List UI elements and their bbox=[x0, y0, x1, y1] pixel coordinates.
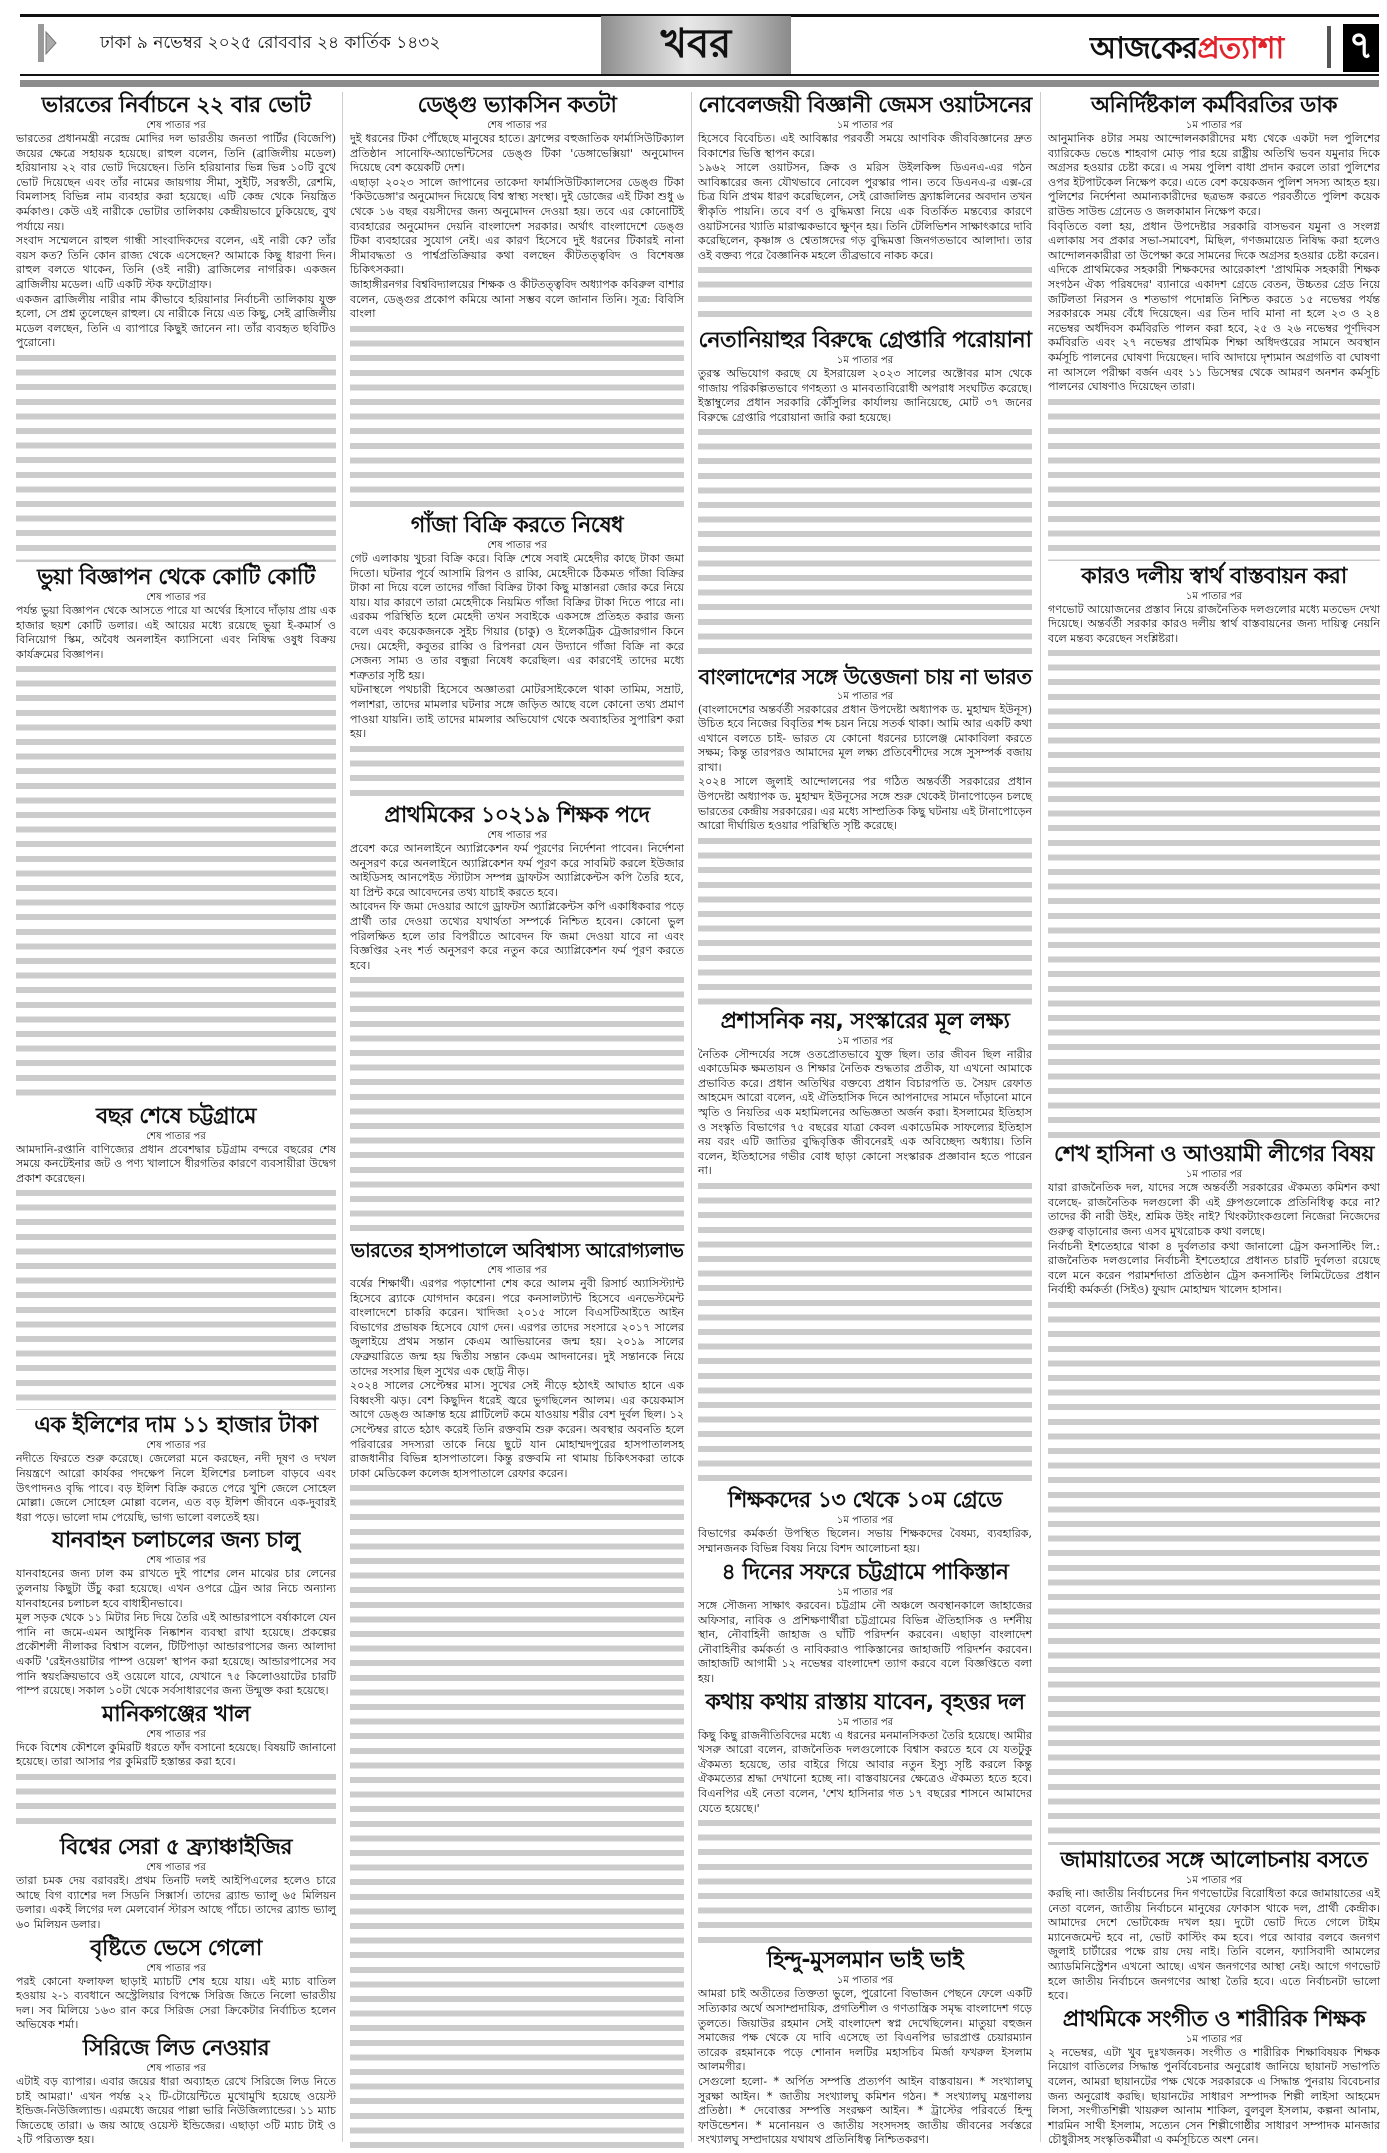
article-paragraph: একজন ব্রাজিলীয় নারীর নাম কীভাবে হরিয়ানার নির্বাচনী তালিকায় যুক্ত হলো, সে প্রশ্ন তুলেছেন রাহুল। যে নারীকে নিয়ে এত কিছু, সেই ব্রাজিলীয় মডেল বলছেন, তিনি এ ব্যাপারে কিছুই জানেন না। তাঁর ব্যবহৃত ছবিটিও পুরোনো। bbox=[16, 292, 336, 350]
continued-from-label: ১ম পাতার পর bbox=[1185, 590, 1243, 602]
news-article bbox=[698, 1485, 1032, 1557]
news-article bbox=[698, 1006, 1032, 1485]
article-headline[interactable]: অনির্দিষ্টকাল কর্মবিরতির ডাক bbox=[1090, 93, 1338, 118]
news-article bbox=[698, 1557, 1032, 1687]
article-headline[interactable]: ভারতের নির্বাচনে ২২ বার ভোট bbox=[41, 93, 311, 118]
continued-from-label: ১ম পাতার পর bbox=[1185, 1169, 1243, 1181]
news-article bbox=[698, 1687, 1032, 1946]
article-headline[interactable]: প্রাথমিকে সংগীত ও শারীরিক শিক্ষক bbox=[1062, 2006, 1366, 2032]
section-title: খবর bbox=[601, 16, 791, 74]
news-article bbox=[698, 661, 1032, 1006]
news-article bbox=[1048, 1845, 1380, 2004]
article-headline[interactable]: নোবেলজয়ী বিজ্ঞানী জেমস ওয়াটসনের bbox=[698, 93, 1032, 118]
news-column bbox=[16, 90, 336, 2148]
article-headline[interactable]: নেতানিয়াহুর বিরুদ্ধে গ্রেপ্তারি পরোয়ানা bbox=[698, 327, 1032, 353]
article-paragraph: এছাড়া ২০২৩ সালে জাপানের তাকেদা ফার্মাসিউটিক্যালসের ডেঙ্গু টিকা 'কিউডেঙ্গা'র অনুমোদন দিয়েছে বিশ্ব স্বাস্থ্য সংস্থা। দুই ডোজের এই টিকা শুধু ৬ থেকে ১৬ বছর বয়সীদের জন্য অনুমোদন দেওয়া হয়। তবে এর কোনোটিই ব্যবহারের অনুমোদন দেয়নি বাংলাদেশ সরকার। অর্থাৎ বাংলাদেশে ডেঙ্গু টিকা ব্যবহারের সুযোগ নেই। এর কারণ হিসেবে দুই ধরনের টিকারই নানা সীমাবদ্ধতা ও পার্শ্বপ্রতিক্রিয়ার কথা বলছেন কীটতত্ত্ববিদ ও বিশেষজ্ঞ চিকিৎসকরা। bbox=[350, 175, 684, 277]
article-paragraph: সংবাদ সম্মেলনে রাহুল গান্ধী সাংবাদিকদের বলেন, এই নারী কে? তাঁর বয়স কত? তিনি কোন রাজ্য থেকে এসেছেন? আমাকে কিছু ধারণা দিন। রাহুল বলতে থাকেন, তিনি (ওই নারী) ব্রাজিলের নাগরিক। একজন ব্রাজিলীয় মডেল। এটি একটি স্টক ফটোগ্রাফ। bbox=[16, 234, 336, 291]
article-headline[interactable]: শেখ হাসিনা ও আওয়ামী লীগের বিষয় bbox=[1053, 1142, 1375, 1168]
news-article bbox=[16, 1933, 336, 2033]
continued-from-label: শেষ পাতার পর bbox=[146, 120, 206, 131]
body-text-texture bbox=[16, 1186, 336, 1410]
body-text-texture bbox=[698, 834, 1032, 1006]
article-headline[interactable]: প্রশাসনিক নয়, সংস্কারের মূল লক্ষ্য bbox=[720, 1008, 1010, 1034]
continued-from-label: শেষ পাতার পর bbox=[146, 591, 206, 603]
article-paragraph: আমদানি-রপ্তানি বাণিজ্যের প্রধান প্রবেশদ্বার চট্টগ্রাম বন্দরে বছরের শেষ সময়ে কনটেইনার জট ও পণ্য খালাসে ধীরগতির কারণে ব্যবসায়ীরা উদ্বেগ প্রকাশ করেছেন। bbox=[16, 1142, 336, 1185]
continued-from-label: শেষ পাতার পর bbox=[487, 540, 547, 551]
news-article bbox=[16, 90, 336, 562]
page-number-separator bbox=[1327, 26, 1331, 68]
article-paragraph: এদিকে প্রাথমিকের সহকারী শিক্ষকদের আরেকাংশ 'প্রাথমিক সহকারী শিক্ষক সংগঠন ঐক্য পরিষদের' ব্যানারে একাদশ গ্রেডে বেতন, উচ্চতর গ্রেড নিয়ে জটিলতা নিরসন ও শতভাগ পদোন্নতি নিশ্চিত করতে ১৫ নভেম্বর পর্যন্ত সরকারকে সময় বেঁধে দিয়েছেন। এর তিন দাবি মানা না হলে ২৩ ও ২৪ নভেম্বর অর্ধদিবস কর্মবিরতি পালন করা হবে, ২৫ ও ২৬ নভেম্বর পূর্ণদিবস কর্মবিরতি এবং ২৭ নভেম্বর প্রাথমিক শিক্ষা অধিদপ্তরের সামনে অবস্থান কর্মসূচি পালনের ঘোষণা দিয়েছেন। দাবি আদায়ে দৃশ্যমান অগ্রগতি বা ঘোষণা না আসলে পরীক্ষা বর্জন এবং ১১ ডিসেম্বর থেকে আমরণ অনশন কর্মসূচি পালনের ঘোষণাও দিয়েছেন তারা। bbox=[1048, 263, 1380, 394]
article-paragraph: দুই ধরনের টিকা পৌঁছেছে মানুষের হাতে। ফ্রান্সের বহুজাতিক ফার্মাসিউটিক্যাল প্রতিষ্ঠান সানোফি-অ্যাভেন্টিসের ডেঙ্গু টিকা 'ডেঙ্গাভেক্সিয়া' অনুমোদন দিয়েছে বেশ কয়েকটি দেশ। bbox=[350, 132, 684, 175]
masthead bbox=[0, 0, 1387, 90]
article-headline[interactable]: বাংলাদেশের সঙ্গে উত্তেজনা চায় না ভারত bbox=[698, 664, 1032, 689]
article-paragraph: (বাংলাদেশের অন্তর্বর্তী সরকারের প্রধান উপদেষ্টা অধ্যাপক ড. মুহাম্মদ ইউনূস) উচিত হবে নিজের বিবৃতির শব্দ চয়ন নিয়ে সতর্ক থাকা। আমি আর একটি কথা এখানে বলতে চাই- ভারত যে কোনো ধরনের চ্যালেঞ্জ মোকাবিলা করতে সক্ষম; কিন্তু তারপরও আমাদের মূল লক্ষ্য প্রতিবেশীদের সঙ্গে সুসম্পর্ক বজায় রাখা। bbox=[698, 702, 1032, 774]
article-paragraph: ১৯৬২ সালে ওয়াটসন, ক্রিক ও মরিস উইলকিন্স ডিএনএ-এর গঠন আবিষ্কারের জন্য যৌথভাবে নোবেল পুরস্কার পান। তবে ডিএনএ-র এক্স-রে চিত্র যিনি প্রথম ধারণ করেছিলেন, সেই রোজালিন্ড ফ্র্যাঙ্কলিনের অবদান তখন স্বীকৃতি পায়নি। তবে বর্ণ ও বুদ্ধিমত্তা নিয়ে এক বিতর্কিত মন্তব্যের কারণে ওয়াটসনের খ্যাতি মারাত্মকভাবে ক্ষুণ্ন হয়। তিনি টেলিভিশন সাক্ষাৎকারে দাবি করেছিলেন, কৃষ্ণাঙ্গ ও শ্বেতাঙ্গদের গড় বুদ্ধিমত্তা জিনগতভাবে আলাদা। তার ওই বক্তব্য পরে বৈজ্ঞানিক মহলে তীব্রভাবে নাকচ করে। bbox=[698, 161, 1032, 262]
body-text-texture bbox=[1048, 646, 1380, 1139]
arrow-right-icon bbox=[38, 24, 58, 62]
news-column bbox=[1048, 90, 1380, 2148]
continued-from-label: ১ম পাতার পর bbox=[836, 120, 894, 131]
article-headline[interactable]: ডেঙ্গু ভ্যাকসিন কতটা bbox=[417, 93, 617, 118]
article-paragraph: মূল সড়ক থেকে ১১ মিটার নিচ দিয়ে তৈরি এই আন্ডারপাসে বর্ষাকালে যেন পানি না জমে-এমন আধুনিক নিষ্কাশন ব্যবস্থা রাখা হয়েছে। প্রকল্পের প্রকৌশলী নীলাকর বিশ্বাস বলেন, টিটিপাড়া আন্ডারপাসের জন্য আলাদা একটি 'রেইনওয়াটার পাম্প ওয়েল' স্থাপন করা হয়েছে। আন্ডারপাসের সব পানি স্বয়ংক্রিয়ভাবে ওই ওয়েলে যাবে, যেখানে ৭৫ কিলোওয়াটের চারটি পাম্প রয়েছে। সকাল ১০টা থেকে সর্বসাধারণের জন্য উন্মুক্ত করা হয়েছে। bbox=[16, 1611, 336, 1698]
continued-from-label: ১ম পাতার পর bbox=[836, 1587, 894, 1599]
column-divider bbox=[1040, 92, 1041, 2142]
article-headline[interactable]: গাঁজা বিক্রি করতে নিষেধ bbox=[410, 513, 624, 538]
article-headline[interactable]: কারও দলীয় স্বার্থ বাস্তবায়ন করা bbox=[1081, 563, 1347, 589]
article-headline[interactable]: বিশ্বের সেরা ৫ ফ্র্যাঞ্চাইজির bbox=[60, 1835, 292, 1861]
page-number: ৭ bbox=[1343, 24, 1379, 72]
article-paragraph: তারা চমক দেয় বরাবরই। প্রথম তিনটি দলই আইপিএলের হলেও চারে আছে বিগ ব্যাশের দল সিডনি সিক্সার্স। তাদের ব্র্যান্ড ভ্যালু ৬৫ মিলিয়ন ডলার। একই লিগের দল মেলবোর্ন স্টারস আছে পাঁচে। তাদের ব্র্যান্ড ভ্যালু ৬০ মিলিয়ন ডলার। bbox=[16, 1874, 336, 1932]
article-headline[interactable]: শিক্ষকদের ১৩ থেকে ১০ম গ্রেডে bbox=[728, 1488, 1002, 1514]
news-article bbox=[1048, 90, 1380, 561]
body-text-texture bbox=[698, 425, 1032, 660]
news-article bbox=[16, 1699, 336, 1832]
article-paragraph: পরই কোনো ফলাফল ছাড়াই ম্যাচটি শেষ হয়ে যায়। এই ম্যাচ বাতিল হওয়ায় ২-১ ব্যবধানে অস্ট্রেলিয়ার বিপক্ষে সিরিজ জিতে নিলো ভারতীয় দল। সব মিলিয়ে ১৬৩ রান করে সিরিজ সেরা ক্রিকেটার নির্বাচিত হলেন অভিষেক শর্মা। bbox=[16, 1974, 336, 2032]
header-gray-bar bbox=[20, 80, 1379, 87]
article-paragraph: তুরস্ক অভিযোগ করছে যে ইসরায়েল ২০২৩ সালের অক্টোবর মাস থেকে গাজায় পরিকল্পিতভাবে গণহত্যা ও মানবতাবিরোধী অপরাধ সংঘটিত করেছে। ইস্তাম্বুলের প্রধান সরকারি কৌঁসুলির কার্যালয় জানিয়েছে, মোট ৩৭ জনের বিরুদ্ধে গ্রেপ্তারি পরোয়ানা জারি করা হয়েছে। bbox=[698, 366, 1032, 424]
logo-text-1: আজকের bbox=[1090, 31, 1198, 66]
body-text-texture bbox=[698, 1179, 1032, 1485]
article-paragraph: গণভোট আয়োজনের প্রস্তাব নিয়ে রাজনৈতিক দলগুলোর মধ্যে মতভেদ দেখা দিয়েছে। অন্তর্বর্তী সরকার কারও দলীয় স্বার্থ বাস্তবায়নের জন্য দায়িত্ব নেয়নি বলে মন্তব্য করেছেন সংশ্লিষ্টরা। bbox=[1048, 602, 1380, 645]
news-article bbox=[16, 1525, 336, 1698]
news-article bbox=[1048, 561, 1380, 1140]
article-paragraph: বিবৃতিতে বলা হয়, প্রধান উপদেষ্টার সরকারি বাসভবন যমুনা ও সংলগ্ন এলাকায় সব প্রকার সভা-সমাবেশ, মিছিল, গণজমায়েত নিষিদ্ধ করা হলেও আন্দোলনকারীরা তা উপেক্ষা করে সামনের দিকে অগ্রসর হওয়ার চেষ্টা করেন। bbox=[1048, 219, 1380, 262]
continued-from-label: ১ম পাতার পর bbox=[836, 1716, 894, 1728]
news-article bbox=[16, 562, 336, 1101]
continued-from-label: শেষ পাতার পর bbox=[146, 1962, 206, 1974]
body-text-texture bbox=[1048, 1298, 1380, 1845]
continued-from-label: ১ম পাতার পর bbox=[836, 1975, 894, 1987]
body-text-texture bbox=[350, 322, 684, 510]
news-article bbox=[16, 2033, 336, 2148]
article-paragraph: ২ নভেম্বর, এটা খুব দুঃখজনক। সংগীত ও শারীরিক শিক্ষাবিষয়ক শিক্ষক নিয়োগ বাতিলের সিদ্ধান্ত পুনর্বিবেচনার অনুরোধ জানিয়ে ছায়ানট সভাপতি বলেন, আমরা ছায়ানটের পক্ষ থেকে সরকারকে এ সিদ্ধান্ত পুনরায় বিবেচনার জন্য অনুরোধ করছি। ছায়ানটের সাধারণ সম্পাদক শিল্পী লাইসা আহমেদ লিসা, সংগীতশিল্পী খায়রুল আনাম শাকিল, বুলবুল ইসলাম, কল্পনা আনাম, শারমিন সাথী ইসলাম, সত্যেন সেন শিল্পীগোষ্ঠীর সাধারণ সম্পাদক মানজার চৌধুরীসহ সংস্কৃতিকর্মীরা এ কর্মসূচিতে অংশ নেন। bbox=[1048, 2045, 1380, 2147]
news-article bbox=[698, 90, 1032, 325]
article-paragraph: করছি না। জাতীয় নির্বাচনের দিন গণভোটের বিরোধিতা করে জামায়াতের এই নেতা বলেন, জাতীয় নির্বাচনে মানুষের ফোকাস থাকে দল, প্রার্থী কেন্দ্রীক। আমাদের দেশে ভোটকেন্দ্র দখল হয়। দুটো ভোট দিতে গেলে টাইম ম্যানেজমেন্ট হবে না, ভোট কাস্টিং কম হবে। পরে আবার বলবে জনগণ জুলাই চার্টারের পক্ষে রায় দেয় নাই। তিনি বলেন, ফ্যাসিবাদী আমলের অ্যাডমিনিস্ট্রেশন এখনো আছে। এখন জনগণের আস্থা নেই। আগে গণভোট হলে জাতীয় নির্বাচনে জনগণের আস্থা তৈরি হবে। এতে নির্বাচনটা ভালো হবে। bbox=[1048, 1887, 1380, 2003]
article-headline[interactable]: বছর শেষে চট্টগ্রামে bbox=[95, 1103, 257, 1129]
column-divider bbox=[342, 92, 343, 2142]
article-paragraph: প্রবেশ করে আনলাইনে অ্যাপ্লিকেশন ফর্ম পূরণের নির্দেশনা পাবেন। নির্দেশনা অনুসরণ করে অনলাইনে অ্যাপ্লিকেশন ফর্ম পূরণ করে সাবমিট করলে ইউজার আইডিসহ আনপেইড স্ট্যাটাস সম্পন্ন ড্রাফটস অ্যাপ্লিকেন্টস কপি তৈরি হবে, যা প্রিন্ট করে আবেদনের তথ্য যাচাই করতে হবে। bbox=[350, 842, 684, 899]
body-text-texture bbox=[350, 1481, 684, 2148]
article-headline[interactable]: প্রাথমিকের ১০২১৯ শিক্ষক পদে bbox=[384, 803, 650, 828]
article-headline[interactable]: কথায় কথায় রাস্তায় যাবেন, বৃহত্তর দল bbox=[705, 1689, 1025, 1715]
article-headline[interactable]: এক ইলিশের দাম ১১ হাজার টাকা bbox=[34, 1413, 318, 1439]
column-divider bbox=[691, 92, 692, 2142]
continued-from-label: ১ম পাতার পর bbox=[836, 1515, 894, 1527]
news-article bbox=[350, 90, 684, 510]
body-text-texture bbox=[350, 742, 684, 800]
news-article bbox=[16, 1101, 336, 1411]
article-paragraph: কিছু কিছু রাজনীতিবিদের মধ্যে এ ধরনের মনমানসিকতা তৈরি হয়েছে। আমীর খসরু আরো বলেন, রাজনৈতিক দলগুলোকে বিশ্বাস করতে হবে যে যতটুকু ঐকমত্য হয়েছে, তার বাইরে গিয়ে আবার নতুন ইস্যু সৃষ্টি করলে কিন্তু ঐকমত্যের শ্রদ্ধা দেখানো হচ্ছে না। বাস্তবায়নের ক্ষেত্রেও ঐকমত্য হতে হবে। বিএনপির এই নেতা বলেন, 'শেখ হাসিনার গত ১৭ বছরের শাসনে আমাদের যেতে হয়েছে।' bbox=[698, 1728, 1032, 1815]
article-paragraph: ঘটনাস্থলে পথচারী হিসেবে অজ্ঞাতরা মোটরসাইকেলে থাকা তামিম, সম্রাট, পলাশরা, তাদের মামলার ঘটনার সঙ্গে জড়িত আছে বলে কোনো তথ্য প্রমাণ পাওয়া যায়নি। তাই তাদের মামলার অভিযোগ থেকে অব্যাহতির সুপারিশ করা হয়। bbox=[350, 683, 684, 741]
continued-from-label: ১ম পাতার পর bbox=[1185, 1875, 1243, 1887]
article-paragraph: যারা রাজনৈতিক দল, যাদের সঙ্গে অন্তর্বর্তী সরকারের ঐকমত্য কমিশন কথা বলেছে- রাজনৈতিক দলগুলো কী এই গ্রুপগুলোকে প্রতিনিধিত্ব করে না? তাদের কী নারী উইং, শ্রমিক উইং নাই? থিংকট্যাংকগুলো নিজেরা নিজেদের গুরুত্ব বাড়ানোর জন্য এসব মুখরোচক কথা বলছে। bbox=[1048, 1181, 1380, 1238]
continued-from-label: শেষ পাতার পর bbox=[146, 2063, 206, 2075]
continued-from-label: ১ম পাতার পর bbox=[1185, 2033, 1243, 2045]
article-headline[interactable]: হিন্দু-মুসলমান ভাই ভাই bbox=[766, 1948, 964, 1974]
article-headline[interactable]: যানবাহন চলাচলের জন্য চালু bbox=[52, 1528, 300, 1554]
news-column bbox=[698, 90, 1032, 2148]
article-headline[interactable]: ৪ দিনের সফরে চট্টগ্রামে পাকিস্তান bbox=[721, 1560, 1009, 1586]
article-headline[interactable]: জামায়াতের সঙ্গে আলোচনায় বসতে bbox=[1060, 1848, 1368, 1874]
news-article bbox=[698, 1945, 1032, 2148]
article-paragraph: হিসেবে বিবেচিত। এই আবিষ্কার পরবর্তী সময়ে আণবিক জীববিজ্ঞানের দ্রুত বিকাশের ভিত্তি স্থাপন করে। bbox=[698, 132, 1032, 160]
article-paragraph: গেট এলাকায় খুচরা বিক্রি করে। বিক্রি শেষে সবাই মেহেদীর কাছে টাকা জমা দিতো। ঘটনার পূর্বে আসামি রিপন ও রাব্বি, মেহেদীকে ঠিকমত গাঁজা বিক্রির টাকা না দিয়ে বলে তাদের গাঁজা বিক্রির টাকা কিছু মাস্তানরা জোর করে নিয়ে যায়। যার কারণে তারা মেহেদীকে নিয়মিত গাঁজা বিক্রির টাকা দিতে পারে না। এরকম পরিস্থিতি হলে মেহেদী তখন সবাইকে একসঙ্গে প্রতিহত করার জন্য বলে এবং কয়েকজনকে সুইচ গিয়ার (চাকু) ও ইলেকট্রিক ট্রেজারগান কিনে দেয়। মেহেদী, কবুতর রাব্বি ও রিপনরা যেন উদ্যানে গাঁজা বিক্রি না করে সেজন্য সাম্য ও তার বন্ধুরা নিষেধ করেছিল। এর কারণেই তাদের মধ্যে শত্রুতার সৃষ্টি হয়। bbox=[350, 552, 684, 682]
article-paragraph: ভারতের প্রধানমন্ত্রী নরেন্দ্র মোদির দল ভারতীয় জনতা পার্টির (বিজেপি) জয়ের ক্ষেত্রে সহায়ক হয়েছে। রাহুল বলেন, তিনি (ব্রাজিলীয় মডেল) হরিয়ানায় ২২ বার ভোট দিয়েছেন। তিনি হরিয়ানার ভিন্ন ভিন্ন ১০টি বুথে ভোট দিয়েছেন এবং তাঁর নামের জায়গায় সীমা, সুইটি, সরস্বতী, রেশমি, বিমলাসহ বিভিন্ন নাম ব্যবহার করা হয়েছে। এটি কেন্দ্র থেকে নিয়ন্ত্রিত কর্মকাণ্ড। কেউ এই নারীকে ভোটার তালিকায় কেন্দ্রীয়ভাবে ঢুকিয়েছে, বুথ পর্যায়ে নয়। bbox=[16, 132, 336, 233]
article-paragraph: নদীতে ফিরতে শুরু করেছে। জেলেরা মনে করছেন, নদী দূষণ ও দখল নিয়ন্ত্রণে আরো কার্যকর পদক্ষেপ নিলে ইলিশের চলাচল বাড়বে এবং উৎপাদনও বৃদ্ধি পাবে। বড় ইলিশ বিক্রি করতে পেরে খুশি জেলে সোহেল মোল্লা। জেলে সোহেল মোল্লা বলেন, এত বড় ইলিশ জীবনে এক-দুবারই ধরা পড়ে। ভালো দাম পেয়েছি, ভাগ্য ভালো বলতেই হয়। bbox=[16, 1452, 336, 1524]
news-article bbox=[350, 800, 684, 1235]
continued-from-label: শেষ পাতার পর bbox=[487, 830, 547, 841]
continued-from-label: শেষ পাতার পর bbox=[146, 1440, 206, 1452]
article-paragraph: আবেদন ফি জমা দেওয়ার আগে ড্রাফটস অ্যাপ্লিকেন্টস কপি একাধিকবার পড়ে প্রার্থী তার দেওয়া তথ্যের যথার্থতা সম্পর্কে নিশ্চিত হবেন। কোনো ভুল পরিলক্ষিত হলে তার বিপরীতে আবেদন ফি জমা দেওয়া যাবে না এবং বিজ্ঞপ্তির ২নং শর্ত অনুসরণ করে নতুন করে অ্যাপ্লিকেশন ফর্ম পূরণ করতে হবে। bbox=[350, 900, 684, 972]
issue-date: ঢাকা ৯ নভেম্বর ২০২৫ রোববার ২৪ কার্তিক ১৪৩২ bbox=[100, 33, 441, 53]
body-text-texture bbox=[698, 263, 1032, 325]
continued-from-label: শেষ পাতার পর bbox=[487, 1265, 547, 1276]
body-text-texture bbox=[16, 662, 336, 1100]
continued-from-label: শেষ পাতার পর bbox=[146, 1555, 206, 1567]
article-paragraph: বর্ষের শিক্ষার্থী। এরপর পড়াশোনা শেষ করে আলম নুবী রিসার্চ অ্যাসিস্ট্যান্ট হিসেবে ব্র্যাকে যোগদান করেন। পরে কনসালট্যান্ট হিসেবে এনভেস্টমেন্ট বাংলাদেশে চাকরি করেন। খাদিজা ২০১৫ সালে বিএসটিআইতে আইন বিভাগের প্রভাষক হিসেবে যোগ দেন। এরপর তাদের সংসারে ২০১৭ সালের জুলাইয়ে প্রথম সন্তান কেএম আভিয়ানের জন্ম হয়। ২০১৯ সালের ফেব্রুয়ারিতে জন্ম হয় দ্বিতীয় সন্তান কেএম আদনানের। দুই সন্তানকে নিয়ে তাদের সংসার ছিল সুখের এক ছোট্ট নীড়। bbox=[350, 1277, 684, 1378]
news-article bbox=[1048, 2004, 1380, 2148]
continued-from-label: শেষ পাতার পর bbox=[146, 1862, 206, 1874]
news-article bbox=[350, 510, 684, 800]
article-paragraph: নির্বাচনী ইশতেহারে থাকা ৪ দুর্বলতার কথা জানালো ট্রেস কনসাল্টিং লি.: রাজনৈতিক দলগুলোর নির্বাচনী ইশতেহারে প্রধানত চারটি দুর্বলতা রয়েছে বলে মনে করেন পরামর্শদাতা প্রতিষ্ঠান ট্রেস কনসাল্টিং লিমিটেডের প্রধান নির্বাহী কর্মকর্তা (সিইও) ফুয়াদ মোহাম্মদ খালেদ হাসান। bbox=[1048, 1239, 1380, 1297]
news-article bbox=[16, 1832, 336, 1932]
newspaper-logo bbox=[1090, 24, 1283, 75]
article-paragraph: জাহাঙ্গীরনগর বিশ্ববিদ্যালয়ের শিক্ষক ও কীটতত্ত্ববিদ অধ্যাপক কবিরুল বাশার বলেন, ডেঙ্গুর প্রকোপ কমিয়ে আনা সম্ভব বলে জানান তিনি। সূত্র: বিবিসি বাংলা bbox=[350, 277, 684, 321]
body-text-texture bbox=[16, 1770, 336, 1832]
continued-from-label: ১ম পাতার পর bbox=[836, 354, 894, 366]
article-headline[interactable]: বৃষ্টিতে ভেসে গেলো bbox=[90, 1935, 262, 1961]
body-text-texture bbox=[350, 973, 684, 1235]
continued-from-label: শেষ পাতার পর bbox=[487, 120, 547, 131]
article-paragraph: দিকে বিশেষ কৌশলে কুমিরটি ধরতে ফাঁদ বসানো হয়েছে। বিষয়টি জানানো হয়েছে। তারা আসার পর কুমিরটি হস্তান্তর করা হবে। bbox=[16, 1740, 336, 1769]
logo-text-2: প্রত্যাশা bbox=[1197, 31, 1284, 66]
article-paragraph: যানবাহনের জন্য ঢাল কম রাখতে দুই পাশের লেন মাঝের চার লেনের তুলনায় কিছুটা উঁচু করা হয়েছে। এখন ওপরে ট্রেন আর নিচে অন্যান্য যানবাহনের চলাচল হবে বাধাহীনভাবে। bbox=[16, 1567, 336, 1610]
body-text-texture bbox=[16, 351, 336, 562]
article-headline[interactable]: ভুয়া বিজ্ঞাপন থেকে কোটি কোটি bbox=[37, 564, 315, 590]
news-column bbox=[350, 90, 684, 2148]
article-headline[interactable]: মানিকগঞ্জের খাল bbox=[102, 1701, 250, 1727]
news-article bbox=[16, 1410, 336, 1525]
news-columns bbox=[0, 90, 1387, 2148]
article-paragraph: নৈতিক সৌন্দর্যের সঙ্গে ওতপ্রোতভাবে যুক্ত ছিল। তার জীবন ছিল নারীর একাডেমিক ক্ষমতায়ন ও শিক্ষার নৈতিক শুদ্ধতার প্রতীক, যা এখনো আমাকে প্রভাবিত করে। প্রধান অতিথির বক্তব্যে প্রধান বিচারপতি ড. সৈয়দ রেফাত আহমেদ আরো বলেন, এই ঐতিহাসিক দিনে আপনাদের সামনে দাঁড়ানো মানে স্মৃতি ও নিয়তির এক মহামিলনের অভিজ্ঞতা অর্জন করা। ইসলামের ইতিহাস ও সংস্কৃতি বিভাগের ৭৫ বছরের যাত্রা কেবল একাডেমিক সাফল্যের ইতিহাস নয় বরং এটি জাতির বুদ্ধিবৃত্তিক জীবনেরই এক অবিচ্ছেদ্য অধ্যায়। তিনি বলেন, ইতিহাসের গভীর বোধ ছাড়া কোনো সংস্কারক প্রজ্ঞাবান হতে পারেন না। bbox=[698, 1047, 1032, 1178]
body-text-texture bbox=[698, 1556, 1032, 1557]
body-text-texture bbox=[1048, 395, 1380, 561]
article-paragraph: বিভাগের কর্মকর্তা উপস্থিত ছিলেন। সভায় শিক্ষকদের বৈষম্য, ব্যবহারিক, সম্মানজনক বিভিন্ন বিষয় নিয়ে বিশদ আলোচনা হয়। bbox=[698, 1527, 1032, 1555]
news-article bbox=[350, 1235, 684, 2148]
news-article bbox=[698, 325, 1032, 661]
continued-from-label: শেষ পাতার পর bbox=[146, 1728, 206, 1740]
body-text-texture bbox=[698, 1816, 1032, 1945]
article-paragraph: সঙ্গে সৌজন্য সাক্ষাৎ করবেন। চট্টগ্রাম নৌ অঞ্চলে অবস্থানকালে জাহাজের অফিসার, নাবিক ও প্রশিক্ষণার্থীরা চট্টগ্রামের বিভিন্ন ঐতিহাসিক ও দর্শনীয় স্থান, নৌবাহিনী জাহাজ ও ঘাঁটি পরিদর্শন করবেন। এছাড়া বাংলাদেশ নৌবাহিনীর কর্মকর্তা ও নাবিকরাও পাকিস্তানের জাহাজটি পরিদর্শন করবেন। জাহাজটি আগামী ১২ নভেম্বর বাংলাদেশ ত্যাগ করবে বলে বিজ্ঞপ্তিতে বলা হয়। bbox=[698, 1599, 1032, 1685]
news-article bbox=[1048, 1139, 1380, 1845]
article-paragraph: এটাই বড় ব্যাপার। এবার জয়ের ধারা অব্যাহত রেখে সিরিজে লিড নিতে চাই আমরা।' এখন পর্যন্ত ২২ টি-টোয়েন্টিতে মুখোমুখি হয়েছে ওয়েস্ট ইন্ডিজ-নিউজিল্যান্ড। এরমধ্যে জয়ের পাল্লা ভারি নিউজিল্যান্ডের। ১১ ম্যাচ জিতেছে তারা। ৬ জয় আছে ওয়েস্ট ইন্ডিজের। এছাড়া ৩টি ম্যাচ টাই ও ২টি পরিত্যক্ত হয়। bbox=[16, 2075, 336, 2147]
article-paragraph: সেগুলো হলো- * অর্পিত সম্পত্তি প্রত্যর্পণ আইন বাস্তবায়ন। * সংখ্যালঘু সুরক্ষা আইন। * জাতীয় সংখ্যালঘু কমিশন গঠন। * সংখ্যালঘু মন্ত্রণালয় প্রতিষ্ঠা। * দেবোত্তর সম্পত্তি সংরক্ষণ আইন। * ট্রাস্টের পরিবর্তে হিন্দু ফাউন্ডেশন। * মনোনয়ন ও জাতীয় সংসদসহ জাতীয় জীবনের সর্বস্তরে সংখ্যালঘু সম্প্রদায়ের যথাযথ প্রতিনিধিত্ব নিশ্চিতকরণ। bbox=[698, 2075, 1032, 2147]
article-paragraph: ২০২৪ সালে জুলাই আন্দোলনের পর গঠিত অন্তর্বর্তী সরকারের প্রধান উপদেষ্টা অধ্যাপক ড. মুহাম্মদ ইউনূসের সঙ্গে শুরু থেকেই টানাপোড়েন চলছে ভারতের কেন্দ্রীয় সরকারের। এর মধ্যে সাম্প্রতিক কিছু ঘটনায় এই টানাপোড়েন আরো দীর্ঘায়িত হওয়ার পরিস্থিতি সৃষ্টি করেছে। bbox=[698, 775, 1032, 833]
continued-from-label: ১ম পাতার পর bbox=[1185, 120, 1243, 131]
article-paragraph: ২০২৪ সালের সেপ্টেম্বর মাস। সুখের সেই নীড়ে হঠাৎই আঘাত হানে এক বিধ্বংসী ঝড়। বেশ কিছুদিন ধরেই জ্বরে ভুগছিলেন আলম। এর কয়েকমাস আগে ডেঙ্গু আক্রান্ত হয়ে প্লাটিলেট কমে যাওয়ায় শরীর বেশ দুর্বল ছিল। ১২ সেপ্টেম্বর রাতে হঠাৎ করেই তিনি রক্তবমি শুরু করেন। অবস্থার অবনতি হলে পরিবারের সদস্যরা তাকে নিয়ে ছুটে যান মোহাম্মদপুরের হাসপাতালসহ রাজধানীর বিভিন্ন হাসপাতালে। কিন্তু রক্তবমি না থামায় চিকিৎসকরা তাকে ঢাকা মেডিকেল কলেজ হাসপাতালে রেফার করেন। bbox=[350, 1379, 684, 1480]
article-headline[interactable]: ভারতের হাসপাতালে অবিশ্বাস্য আরোগ্যলাভ bbox=[350, 1239, 684, 1262]
continued-from-label: ১ম পাতার পর bbox=[836, 690, 894, 702]
article-paragraph: আমরা চাই অতীতের তিক্ততা ভুলে, পুরোনো বিভাজন পেছনে ফেলে একটি সত্যিকার অর্থে অসাম্প্রদায়িক, প্রগতিশীল ও গণতান্ত্রিক সমৃদ্ধ বাংলাদেশ গড়ে তুলতে। জিয়াউর রহমান সেই বাংলাদেশ স্বপ্ন দেখেছিলেন। মাতুয়া বহুজন সমাজের পক্ষ থেকে যে দাবি এসেছে তা বিএনপির ভারপ্রাপ্ত চেয়ারম্যান তারেক রহমানকে পড়ে শোনান দলটির মহাসচিব মির্জা ফখরুল ইসলাম আলমগীর। bbox=[698, 1987, 1032, 2074]
continued-from-label: ১ম পাতার পর bbox=[836, 1035, 894, 1047]
article-paragraph: পর্যন্ত ভুয়া বিজ্ঞাপন থেকে আসতে পারে যা অর্থের হিসাবে দাঁড়ায় প্রায় এক হাজার ছয়শ কোটি ডলার। এই আয়ের মধ্যে রয়েছে ভুয়া ই-কমার্স ও বিনিয়োগ স্কিম, অবৈধ অনলাইন ক্যাসিনো এবং নিষিদ্ধ ওষুধ বিক্রয় কার্যক্রমের বিজ্ঞাপন। bbox=[16, 603, 336, 661]
article-paragraph: আনুমানিক ৪টার সময় আন্দোলনকারীদের মধ্য থেকে একটা দল পুলিশের ব্যারিকেড ভেঙে শাহবাগ মোড় পার হয়ে রাষ্ট্রীয় অতিথি ভবন যমুনার দিকে অগ্রসর হওয়ার চেষ্টা করে। এ সময় পুলিশ বাধা প্রদান করলে তারা পুলিশের ওপর ইটপাটকেল নিক্ষেপ করে। এতে বেশ কয়েকজন পুলিশ সদস্য আহত হয়। পুলিশের নির্দেশনা অমান্যকারীদের ছত্রভঙ্গ করতে পরবর্তীতে পুলিশ কয়েক রাউন্ড সাউন্ড গ্রেনেড ও জলকামান নিক্ষেপ করে। bbox=[1048, 132, 1380, 218]
continued-from-label: শেষ পাতার পর bbox=[146, 1130, 206, 1142]
article-headline[interactable]: সিরিজে লিড নেওয়ার bbox=[82, 2036, 270, 2062]
